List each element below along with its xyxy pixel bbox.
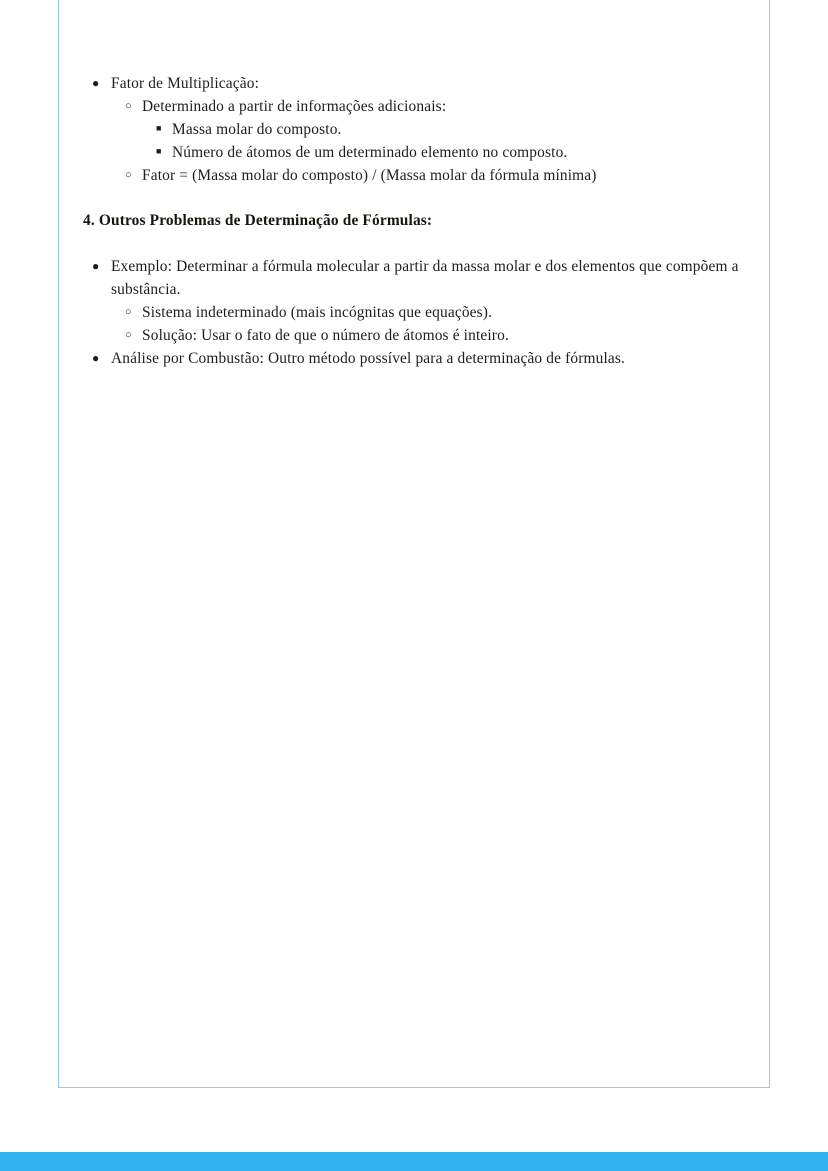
list-item-label: Fator = (Massa molar do composto) / (Massa molar da fórmula mínima) bbox=[142, 167, 597, 184]
list-item-label: Massa molar do composto. bbox=[172, 121, 342, 138]
square-bullet-icon: ■ bbox=[156, 123, 162, 133]
disc-bullet-icon: ● bbox=[92, 351, 100, 365]
list-item bbox=[111, 164, 747, 187]
list-item-label: Número de átomos de um determinado elemento no composto. bbox=[172, 144, 568, 161]
bullet-sublist bbox=[142, 118, 747, 164]
list-item-label: Solução: Usar o fato de que o número de átomos é inteiro. bbox=[142, 327, 509, 344]
list-item-label: Sistema indeterminado (mais incógnitas que equações). bbox=[142, 304, 493, 321]
list-item-label: Determinado a partir de informações adicionais: bbox=[142, 98, 447, 115]
spacer bbox=[83, 187, 747, 209]
list-item bbox=[83, 72, 747, 187]
bottom-accent-bar bbox=[0, 1152, 828, 1171]
circle-bullet-icon: ○ bbox=[125, 168, 132, 181]
section-heading: 4. Outros Problemas de Determinação de Fórmulas: bbox=[83, 212, 433, 229]
document-page bbox=[58, 0, 770, 1088]
list-item bbox=[111, 301, 747, 324]
bullet-sublist bbox=[111, 95, 747, 187]
disc-bullet-icon: ● bbox=[92, 76, 100, 90]
bullet-sublist bbox=[111, 301, 747, 347]
spacer bbox=[83, 232, 747, 255]
list-item-label: Fator de Multiplicação: bbox=[111, 75, 260, 92]
circle-bullet-icon: ○ bbox=[125, 328, 132, 341]
disc-bullet-icon: ● bbox=[92, 259, 100, 273]
circle-bullet-icon: ○ bbox=[125, 305, 132, 318]
list-item-label: Exemplo: Determinar a fórmula molecular a partir da massa molar e dos elementos que compõem a substância. bbox=[111, 258, 739, 298]
list-item bbox=[83, 347, 747, 370]
square-bullet-icon: ■ bbox=[156, 146, 162, 156]
list-item bbox=[142, 118, 747, 141]
list-item bbox=[111, 95, 747, 164]
circle-bullet-icon: ○ bbox=[125, 99, 132, 112]
list-item bbox=[142, 141, 747, 164]
bullet-list-group-2 bbox=[83, 255, 747, 370]
page-content bbox=[83, 72, 747, 370]
bullet-list-group-1 bbox=[83, 72, 747, 187]
list-item bbox=[83, 255, 747, 347]
list-item-label: Análise por Combustão: Outro método possível para a determinação de fórmulas. bbox=[111, 350, 626, 367]
list-item bbox=[111, 324, 747, 347]
